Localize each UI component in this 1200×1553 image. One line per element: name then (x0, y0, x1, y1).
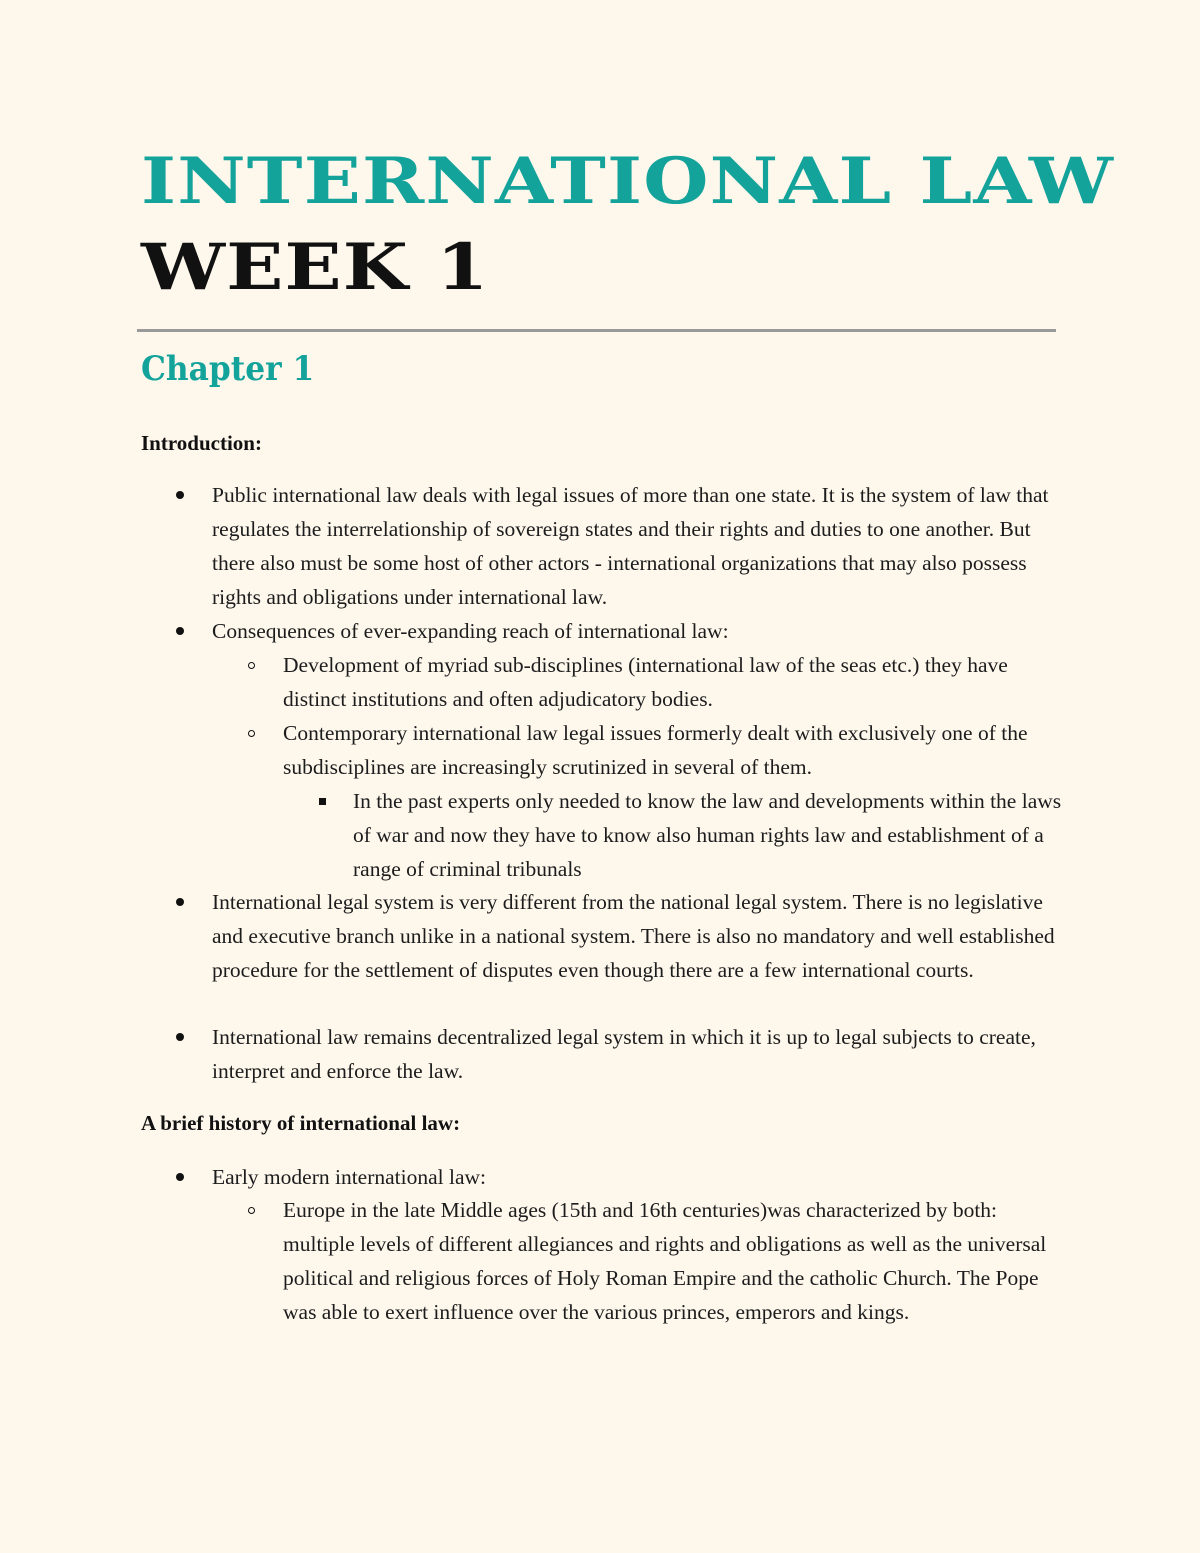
document-subtitle: WEEK 1 (141, 230, 490, 305)
list-item-text: Contemporary international law legal issues formerly dealt with exclusively one of the subdisciplines are increasingly scrutinized in several of them. (283, 721, 1028, 779)
chapter-heading: Chapter 1 (141, 349, 315, 389)
list-item-text: International legal system is very different from the national legal system. There is no legislative and executive branch unlike in a national system. There is also no mandatory and well established procedure for the settlement of disputes even though there are a few international courts. (212, 890, 1055, 982)
list-item-text: Development of myriad sub-disciplines (international law of the seas etc.) they have distinct institutions and often adjudicatory bodies. (283, 653, 1008, 711)
list-item (212, 1020, 1072, 1088)
list-item (353, 784, 1068, 886)
list-item (212, 885, 1072, 987)
list-item-text: Europe in the late Middle ages (15th and 16th centuries)was characterized by both: multiple levels of different allegiances and rights and obligations as well as the universal political and religious forces of Holy Roman Empire and the catholic Church. The Pope was able to exert influence over the various princes, emperors and kings. (283, 1198, 1047, 1324)
list-item (283, 716, 1073, 784)
list-item-text: In the past experts only needed to know the law and developments within the laws of war and now they have to know also human rights law and establishment of a range of criminal tribunals (353, 789, 1062, 881)
bullet-disc-icon (176, 614, 184, 648)
list-item-text: Early modern international law: (212, 1165, 487, 1189)
document-title: INTERNATIONAL LAW (141, 144, 1115, 219)
bullet-circle-icon (248, 1193, 255, 1227)
bullet-circle-icon (248, 716, 255, 750)
bullet-disc-icon (176, 478, 184, 512)
list-item (212, 1160, 1072, 1194)
bullet-circle-icon (248, 648, 255, 682)
bullet-square-icon (319, 784, 326, 818)
title-divider (137, 329, 1056, 332)
bullet-disc-icon (176, 1160, 184, 1194)
list-item (212, 614, 1072, 648)
bullet-disc-icon (176, 1020, 184, 1054)
list-item-text: Public international law deals with legal issues of more than one state. It is the system of law that regulates the interrelationship of sovereign states and their rights and duties to one another. But there also must be some host of other actors - international organizations that may also possess rights and obligations under international law. (212, 483, 1049, 609)
list-item (212, 478, 1072, 614)
list-item-text: Consequences of ever-expanding reach of international law: (212, 619, 729, 643)
bullet-disc-icon (176, 885, 184, 919)
section-heading-introduction: Introduction: (141, 431, 262, 455)
list-item (283, 648, 1073, 716)
section-heading-history: A brief history of international law: (141, 1111, 461, 1135)
list-item-text: International law remains decentralized legal system in which it is up to legal subjects to create, interpret and enforce the law. (212, 1025, 1036, 1083)
list-item (283, 1193, 1073, 1329)
